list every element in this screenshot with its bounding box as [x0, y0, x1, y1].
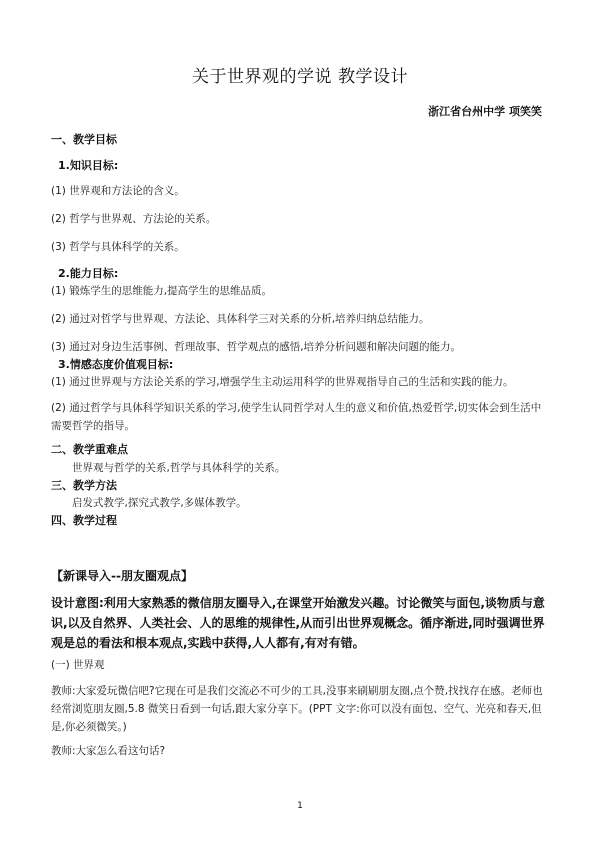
key-points-body: 世界观与哲学的关系,哲学与具体科学的关系。	[72, 462, 286, 474]
knowledge-goals-heading: 1.知识目标:	[58, 159, 119, 172]
emotion-goals-heading: 3.情感态度价值观目标:	[58, 358, 174, 371]
section-process: 四、教学过程	[51, 514, 117, 527]
intro-heading: 【新课导入--朋友圈观点】	[51, 569, 193, 583]
ability-goals-heading: 2.能力目标:	[58, 267, 119, 280]
knowledge-goal-2: (2) 哲学与世界观、方法论的关系。	[51, 213, 217, 225]
document-title: 关于世界观的学说 教学设计	[192, 67, 408, 87]
page-number: 1	[297, 801, 303, 811]
section-methods: 三、教学方法	[51, 479, 117, 492]
design-intent: 设计意图:利用大家熟悉的微信朋友圈导入,在课堂开始激发兴趣。讨论微笑与面包,谈物质与意识,以及自然界、人类社会、人的思维的规律性,从而引出世界观概念。循序渐进,同时强调世界观是总的看法和根本观点,实践中获得,人人都有,有对有错。	[51, 596, 545, 650]
teacher-paragraph-1: 教师:大家爱玩微信吧?它现在可是我们交流必不可少的工具,没事来刷刷朋友圈,点个赞,找找存在感。老师也经常浏览朋友圈,5.8 微笑日看到一句话,跟大家分享下。(PPT 文字:你可以没有面包、空气、光亮和春天,但是,你必须微笑。)	[51, 685, 543, 733]
methods-body: 启发式教学,探究式教学,多媒体教学。	[72, 497, 247, 509]
ability-goal-3: (3) 通过对身边生活事例、哲理故事、哲学观点的感悟,培养分析问题和解决问题的能力。	[51, 341, 462, 353]
teacher-paragraph-2: 教师:大家怎么看这句话?	[51, 745, 166, 757]
emotion-goal-1: (1) 通过世界观与方法论关系的学习,增强学生主动运用科学的世界观指导自己的生活和实践的能力。	[51, 376, 514, 388]
part-worldview-heading: (一) 世界观	[51, 659, 105, 671]
section-teaching-goals: 一、教学目标	[51, 133, 117, 146]
knowledge-goal-3: (3) 哲学与具体科学的关系。	[51, 241, 185, 253]
knowledge-goal-1: (1) 世界观和方法论的含义。	[51, 185, 185, 197]
ability-goal-1: (1) 锻炼学生的思维能力,提高学生的思维品质。	[51, 285, 273, 297]
section-key-points: 二、教学重难点	[51, 443, 128, 456]
ability-goal-2: (2) 通过对哲学与世界观、方法论、具体科学三对关系的分析,培养归纳总结能力。	[51, 313, 430, 325]
author-line: 浙江省台州中学 项笑笑	[428, 105, 542, 118]
emotion-goal-2: (2) 通过哲学与具体科学知识关系的学习,使学生认同哲学对人生的意义和价值,热爱哲学,切实体会到生活中需要哲学的指导。	[51, 402, 542, 432]
